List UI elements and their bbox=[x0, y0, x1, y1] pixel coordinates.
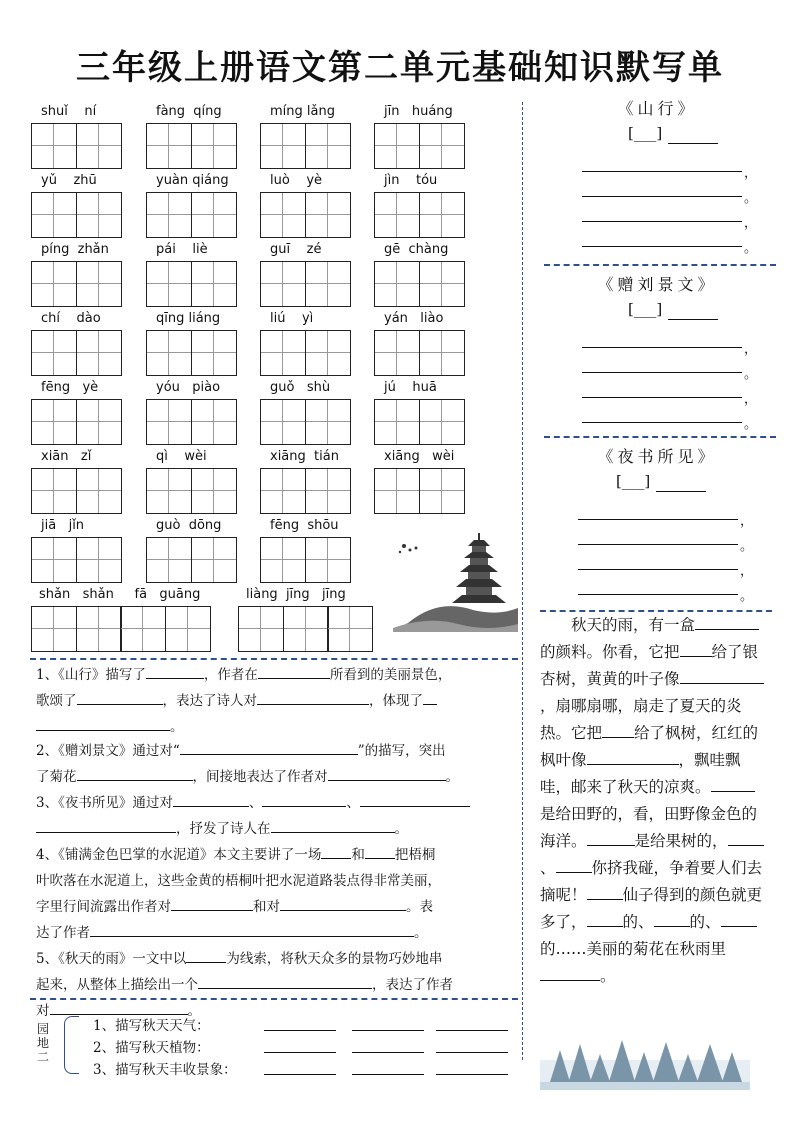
writing-cell[interactable] bbox=[260, 261, 306, 307]
poem-punctuation: 。 bbox=[744, 241, 758, 256]
answer-blank[interactable] bbox=[727, 615, 759, 630]
pinyin-label: xiān zǐ bbox=[41, 449, 92, 464]
pinyin-label: fēng yè bbox=[41, 380, 99, 395]
pinyin-label: píng zhǎn bbox=[41, 242, 109, 257]
separator-poem1 bbox=[544, 264, 776, 266]
poem-punctuation: ， bbox=[744, 392, 758, 407]
tianzige-box bbox=[260, 192, 349, 238]
writing-cell[interactable] bbox=[76, 537, 122, 583]
answer-blank[interactable] bbox=[180, 740, 358, 755]
poem-line-blank[interactable] bbox=[582, 195, 742, 197]
writing-cell[interactable] bbox=[305, 399, 351, 445]
pinyin-label: jú huā bbox=[384, 380, 437, 395]
question-3: 3、《夜书所见》通过对 、 、 ，抒发了诗人在 。 bbox=[36, 790, 514, 842]
writing-cell[interactable] bbox=[419, 330, 465, 376]
writing-cell[interactable] bbox=[305, 192, 351, 238]
writing-cell[interactable] bbox=[146, 330, 192, 376]
pinyin-label: xiāng tián bbox=[270, 449, 339, 464]
pinyin-label: gē chàng bbox=[384, 242, 449, 257]
autumn-rain-passage: 秋天的雨，有一盒的颜料。你看，它把 给了银杏树，黄黄的叶子像，扇哪扇哪，扇走了夏天的炎热。它把 给了枫树，红红的枫叶像 ，飘哇飘哇，邮来了秋天的凉爽。是给田野的，看，田野像金色的海洋。 是给果树的，、 你挤我碰，争着要人们去摘呢！ 仙子得到的颜色就更多了， 的、 的、的……美丽的菊花在秋雨里。 bbox=[540, 616, 763, 985]
answer-blank[interactable] bbox=[146, 664, 204, 679]
tianzige-box bbox=[31, 330, 120, 376]
answer-blank[interactable] bbox=[680, 642, 712, 657]
writing-cell[interactable] bbox=[146, 468, 192, 514]
answer-blank[interactable] bbox=[680, 669, 764, 684]
poem-line-blank[interactable] bbox=[582, 170, 742, 172]
writing-cell[interactable] bbox=[120, 606, 166, 652]
writing-cell[interactable] bbox=[305, 468, 351, 514]
answer-blank[interactable] bbox=[258, 664, 330, 679]
summary-blank[interactable] bbox=[264, 1074, 336, 1075]
answer-blank[interactable] bbox=[540, 966, 600, 981]
tianzige-box bbox=[146, 192, 235, 238]
summary-blank[interactable] bbox=[352, 1030, 424, 1031]
writing-cell[interactable] bbox=[31, 537, 77, 583]
summary-brace bbox=[64, 1016, 79, 1074]
poem-punctuation: ， bbox=[744, 216, 758, 231]
tianzige-box bbox=[374, 399, 463, 445]
pinyin-label: shǎn shǎn fā guāng bbox=[39, 587, 201, 602]
tianzige-box bbox=[374, 330, 463, 376]
summary-blank[interactable] bbox=[352, 1074, 424, 1075]
question-2: 2、《赠刘景文》通过对“ ”的描写，突出 了菊花 ，间接地表达了作者对 。 bbox=[36, 738, 514, 790]
writing-cell[interactable] bbox=[76, 606, 122, 652]
poem-line-blank[interactable] bbox=[582, 220, 742, 222]
writing-cell[interactable] bbox=[76, 468, 122, 514]
writing-cell[interactable] bbox=[146, 399, 192, 445]
writing-cell[interactable] bbox=[419, 261, 465, 307]
answer-blank[interactable] bbox=[280, 896, 406, 911]
dynasty-bracket[interactable]: [___] bbox=[628, 300, 663, 318]
poem-line-blank[interactable] bbox=[578, 518, 738, 520]
writing-cell[interactable] bbox=[374, 468, 420, 514]
pinyin-label: liàng jīng jīng bbox=[246, 587, 346, 602]
question-5: 5、《秋天的雨》一文中以 为线索，将秋天众多的景物巧妙地串 起来，从整体上描绘出一个 ，表达了作者 对 。 bbox=[36, 946, 514, 1024]
answer-blank[interactable] bbox=[90, 922, 414, 937]
question-4: 4、《铺满金色巴掌的水泥道》本文主要讲了一场 和 把梧桐 叶吹落在水泥道上，这些金黄的梧桐叶把水泥道路装点得非常美丽， 字里行间流露出作者对 和对 。表 达了作者 。 bbox=[36, 842, 514, 946]
writing-cell[interactable] bbox=[260, 537, 306, 583]
answer-blank[interactable] bbox=[695, 615, 727, 630]
tianzige-box bbox=[146, 330, 235, 376]
tianzige-box bbox=[374, 261, 463, 307]
question-1: 1、《山行》描写了 ，作者在 所看到的美丽景色， 歌颂了 ，表达了诗人对 ，体现了 。 bbox=[36, 662, 514, 740]
separator-poem2 bbox=[544, 436, 776, 438]
tianzige-box bbox=[260, 330, 349, 376]
answer-blank[interactable] bbox=[654, 912, 690, 927]
writing-cell[interactable] bbox=[419, 123, 465, 169]
writing-cell[interactable] bbox=[419, 399, 465, 445]
summary-label: 园地二 bbox=[36, 1022, 49, 1064]
answer-blank[interactable] bbox=[328, 766, 446, 781]
writing-cell[interactable] bbox=[31, 261, 77, 307]
writing-cell[interactable] bbox=[191, 399, 237, 445]
summary-item: 2、描写秋天植物： bbox=[93, 1040, 210, 1056]
separator-questions bbox=[30, 658, 518, 660]
answer-blank[interactable] bbox=[36, 716, 170, 731]
writing-cell[interactable] bbox=[419, 192, 465, 238]
writing-cell[interactable] bbox=[260, 123, 306, 169]
pinyin-label: pái liè bbox=[156, 242, 208, 257]
pinyin-label: yán liào bbox=[384, 311, 444, 326]
writing-cell[interactable] bbox=[191, 537, 237, 583]
writing-cell[interactable] bbox=[305, 330, 351, 376]
tianzige-box bbox=[238, 606, 372, 652]
poem-punctuation: 。 bbox=[744, 417, 758, 432]
pinyin-label: xiāng wèi bbox=[384, 449, 455, 464]
writing-cell[interactable] bbox=[191, 261, 237, 307]
answer-blank[interactable] bbox=[721, 912, 757, 927]
poem-punctuation: 。 bbox=[744, 191, 758, 206]
tianzige-box bbox=[260, 399, 349, 445]
pinyin-label: yǔ zhū bbox=[41, 173, 97, 188]
tianzige-box bbox=[31, 123, 120, 169]
answer-blank[interactable] bbox=[587, 885, 623, 900]
answer-blank[interactable] bbox=[77, 690, 163, 705]
writing-cell[interactable] bbox=[419, 468, 465, 514]
answer-blank[interactable] bbox=[198, 974, 372, 989]
summary-blank[interactable] bbox=[264, 1030, 336, 1031]
writing-cell[interactable] bbox=[238, 606, 284, 652]
pinyin-label: liú yì bbox=[270, 311, 314, 326]
answer-blank[interactable] bbox=[77, 766, 193, 781]
summary-blank[interactable] bbox=[264, 1052, 336, 1053]
answer-blank[interactable] bbox=[50, 1000, 188, 1015]
answer-blank[interactable] bbox=[171, 896, 253, 911]
writing-cell[interactable] bbox=[260, 192, 306, 238]
answer-blank[interactable] bbox=[36, 818, 176, 833]
summary-item: 3、描写秋天丰收景象： bbox=[93, 1062, 237, 1078]
pinyin-label: jìn tóu bbox=[384, 173, 438, 188]
poem-line-blank[interactable] bbox=[578, 543, 738, 545]
writing-cell[interactable] bbox=[31, 123, 77, 169]
pinyin-label: míng lǎng bbox=[270, 104, 335, 119]
poem-title: 《山行》 bbox=[617, 99, 698, 118]
poem-line-blank[interactable] bbox=[582, 396, 742, 398]
poem-title: 《赠刘景文》 bbox=[597, 275, 718, 294]
author-line[interactable] bbox=[668, 318, 718, 320]
poem-punctuation: ， bbox=[744, 166, 758, 181]
answer-blank[interactable] bbox=[423, 690, 437, 705]
tianzige-box bbox=[374, 468, 463, 514]
writing-cell[interactable] bbox=[260, 399, 306, 445]
writing-cell[interactable] bbox=[305, 537, 351, 583]
column-divider bbox=[522, 102, 523, 1060]
writing-cell[interactable] bbox=[76, 261, 122, 307]
poem-punctuation: 。 bbox=[740, 539, 754, 554]
dynasty-bracket[interactable]: [___] bbox=[616, 472, 651, 490]
writing-cell[interactable] bbox=[146, 192, 192, 238]
writing-cell[interactable] bbox=[31, 468, 77, 514]
tianzige-box bbox=[31, 399, 120, 445]
writing-cell[interactable] bbox=[191, 192, 237, 238]
tianzige-box bbox=[31, 537, 120, 583]
tianzige-box bbox=[31, 192, 120, 238]
poem-line-blank[interactable] bbox=[582, 371, 742, 373]
page-title: 三年级上册语文第二单元基础知识默写单 bbox=[76, 48, 724, 88]
answer-blank[interactable] bbox=[587, 831, 635, 846]
pinyin-label: luò yè bbox=[270, 173, 323, 188]
writing-cell[interactable] bbox=[31, 330, 77, 376]
answer-blank[interactable] bbox=[602, 723, 634, 738]
poem-punctuation: ， bbox=[744, 342, 758, 357]
writing-cell[interactable] bbox=[31, 192, 77, 238]
answer-blank[interactable] bbox=[360, 792, 470, 807]
writing-cell[interactable] bbox=[374, 123, 420, 169]
pinyin-label: yóu piào bbox=[156, 380, 221, 395]
writing-cell[interactable] bbox=[260, 330, 306, 376]
pagoda-ink-illustration bbox=[388, 528, 520, 640]
writing-cell[interactable] bbox=[76, 399, 122, 445]
tianzige-box bbox=[374, 192, 463, 238]
summary-blank[interactable] bbox=[436, 1074, 508, 1075]
answer-blank[interactable] bbox=[262, 792, 346, 807]
answer-blank[interactable] bbox=[587, 912, 623, 927]
answer-blank[interactable] bbox=[728, 831, 764, 846]
writing-cell[interactable] bbox=[260, 468, 306, 514]
answer-blank[interactable] bbox=[271, 818, 395, 833]
tianzige-box bbox=[374, 123, 463, 169]
answer-blank[interactable] bbox=[186, 948, 226, 963]
pinyin-label: chí dào bbox=[41, 311, 101, 326]
poem-punctuation: ， bbox=[740, 514, 754, 529]
poem-punctuation: 。 bbox=[740, 589, 754, 604]
author-line[interactable] bbox=[668, 142, 718, 144]
writing-cell[interactable] bbox=[374, 399, 420, 445]
dynasty-bracket[interactable]: [___] bbox=[628, 124, 663, 142]
tianzige-box bbox=[260, 468, 349, 514]
poem-line-blank[interactable] bbox=[582, 245, 742, 247]
writing-cell[interactable] bbox=[374, 192, 420, 238]
writing-cell[interactable] bbox=[76, 330, 122, 376]
poem-line-blank[interactable] bbox=[578, 568, 738, 570]
writing-cell[interactable] bbox=[146, 123, 192, 169]
summary-blank[interactable] bbox=[436, 1052, 508, 1053]
writing-cell[interactable] bbox=[374, 330, 420, 376]
pinyin-label: yuàn qiáng bbox=[156, 173, 229, 188]
pinyin-label: qīng liáng bbox=[156, 311, 221, 326]
tianzige-box bbox=[146, 537, 235, 583]
poem-punctuation: ， bbox=[740, 564, 754, 579]
pine-forest-illustration bbox=[540, 1030, 750, 1090]
answer-blank[interactable] bbox=[587, 750, 679, 765]
pinyin-label: jīn huáng bbox=[384, 104, 453, 119]
writing-cell[interactable] bbox=[305, 123, 351, 169]
author-line[interactable] bbox=[656, 490, 706, 492]
poem-line-blank[interactable] bbox=[582, 421, 742, 423]
poem-line-blank[interactable] bbox=[582, 346, 742, 348]
tianzige-box bbox=[31, 468, 120, 514]
poem-title: 《夜书所见》 bbox=[597, 447, 718, 466]
pinyin-label: guǒ shù bbox=[270, 380, 331, 395]
writing-cell[interactable] bbox=[31, 606, 77, 652]
writing-cell[interactable] bbox=[191, 123, 237, 169]
tianzige-box bbox=[260, 261, 349, 307]
writing-cell[interactable] bbox=[283, 606, 329, 652]
poem-line-blank[interactable] bbox=[578, 593, 738, 595]
writing-cell[interactable] bbox=[31, 399, 77, 445]
writing-cell[interactable] bbox=[76, 123, 122, 169]
summary-blank[interactable] bbox=[352, 1052, 424, 1053]
writing-cell[interactable] bbox=[374, 261, 420, 307]
pinyin-label: jiā jǐn bbox=[41, 518, 85, 533]
answer-blank[interactable] bbox=[173, 792, 249, 807]
tianzige-box bbox=[146, 261, 235, 307]
pinyin-label: shuǐ ní bbox=[41, 104, 97, 119]
writing-cell[interactable] bbox=[191, 330, 237, 376]
pinyin-label: guī zé bbox=[270, 242, 322, 257]
pinyin-label: guò dōng bbox=[156, 518, 222, 533]
answer-blank[interactable] bbox=[257, 690, 369, 705]
tianzige-box bbox=[146, 123, 235, 169]
poem-punctuation: 。 bbox=[744, 367, 758, 382]
tianzige-box bbox=[31, 261, 120, 307]
tianzige-box bbox=[146, 468, 235, 514]
answer-blank[interactable] bbox=[321, 844, 351, 859]
writing-cell[interactable] bbox=[327, 606, 373, 652]
writing-cell[interactable] bbox=[191, 468, 237, 514]
pinyin-label: fàng qíng bbox=[156, 104, 222, 119]
answer-blank[interactable] bbox=[556, 858, 592, 873]
summary-item: 1、描写秋天天气： bbox=[93, 1018, 210, 1034]
tianzige-box bbox=[260, 537, 349, 583]
tianzige-box bbox=[260, 123, 349, 169]
tianzige-box bbox=[31, 606, 209, 652]
tianzige-box bbox=[146, 399, 235, 445]
writing-cell[interactable] bbox=[165, 606, 211, 652]
summary-blank[interactable] bbox=[436, 1030, 508, 1031]
writing-cell[interactable] bbox=[76, 192, 122, 238]
pinyin-label: fēng shōu bbox=[270, 518, 339, 533]
pinyin-label: qì wèi bbox=[156, 449, 207, 464]
answer-blank[interactable] bbox=[711, 777, 755, 792]
answer-blank[interactable] bbox=[365, 844, 395, 859]
writing-cell[interactable] bbox=[146, 537, 192, 583]
writing-cell[interactable] bbox=[146, 261, 192, 307]
writing-cell[interactable] bbox=[305, 261, 351, 307]
